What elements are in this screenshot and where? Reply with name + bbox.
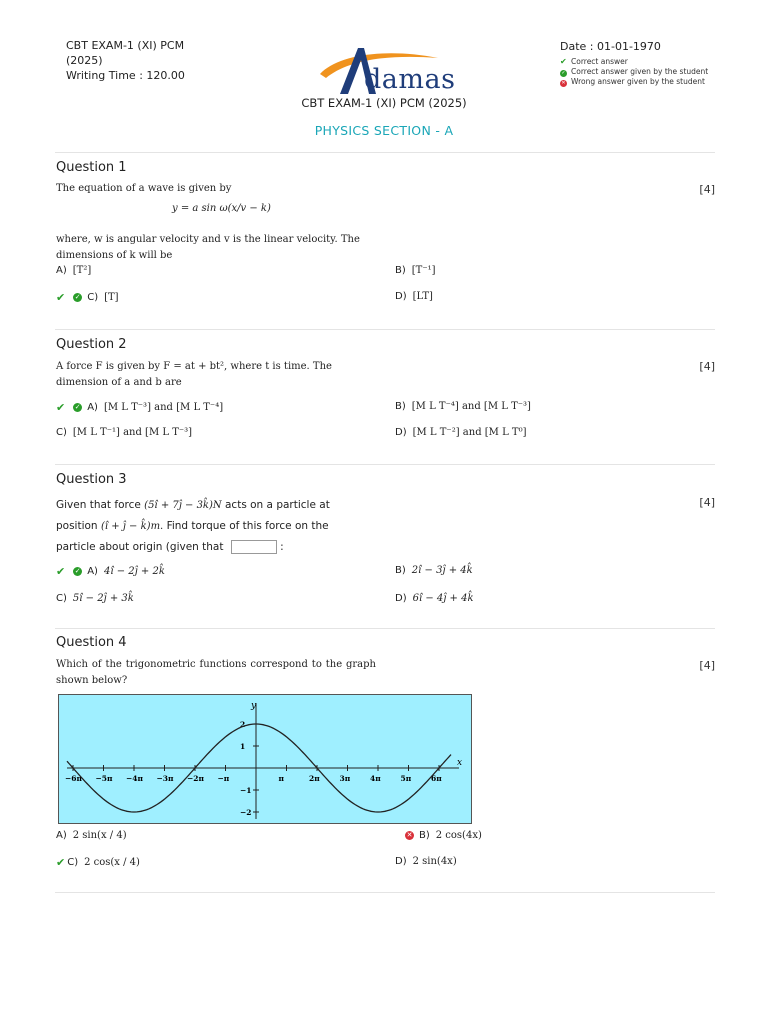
y-tick-label: 2: [240, 720, 246, 729]
x-circle-icon: ✕: [406, 831, 413, 839]
x-tick-label: 6π: [431, 774, 442, 783]
y-tick-label: 1: [240, 742, 246, 751]
question-4-text: Which of the trigonometric functions correspond to the graph shown below?: [56, 659, 376, 686]
question-1-text-2: where, w is angular velocity and v is the linear velocity. The dimensions of k will be: [56, 234, 360, 261]
adamas-logo: [318, 44, 458, 100]
x-tick-label: 4π: [370, 774, 381, 783]
y-tick-label: −2: [240, 808, 252, 817]
q2-option-b[interactable]: B) [M L T⁻⁴] and [M L T⁻³]: [395, 401, 531, 412]
x-tick-label: −2π: [187, 774, 204, 783]
legend-wrong-student: ✕ Wrong answer given by the student: [561, 77, 705, 86]
question-2-marks: [4]: [699, 360, 715, 373]
question-3-text: Given that force (5î + 7ĵ − 3k̂)N acts on a particle at position (î + ĵ − k̂)m. Find torque of this force on the particle about origin (given that :: [56, 499, 330, 553]
check-circle-icon: ✓: [74, 293, 81, 301]
y-axis-label: y: [251, 701, 257, 711]
check-icon: ✔: [56, 856, 66, 869]
check-circle-icon: ✓: [74, 403, 81, 411]
check-circle-icon: ✓: [74, 567, 81, 575]
question-1-text: The equation of a wave is given by: [56, 183, 232, 194]
check-icon: ✔: [56, 565, 66, 578]
exam-name-line2: (2025): [66, 54, 103, 67]
x-tick-label: −3π: [156, 774, 174, 783]
question-1-marks: [4]: [699, 183, 715, 196]
divider: [55, 329, 715, 330]
x-tick-label: −4π: [126, 774, 143, 783]
question-2-title: Question 2: [56, 337, 127, 352]
x-axis-label: x: [457, 758, 463, 768]
q1-option-a[interactable]: A) [T²]: [56, 265, 92, 276]
q3-option-d[interactable]: D) 6î − 4ĵ + 4k̂: [395, 593, 474, 604]
divider: [55, 152, 715, 153]
cosine-graph: [58, 694, 472, 824]
writing-time: Writing Time : 120.00: [66, 69, 185, 82]
y-tick-label: −1: [240, 786, 252, 795]
logo-text: damas: [364, 64, 456, 95]
x-tick-label: −π: [217, 774, 230, 783]
q2-option-c[interactable]: C) [M L T⁻¹] and [M L T⁻³]: [56, 427, 193, 438]
q3-option-b[interactable]: B) 2î − 3ĵ + 4k̂: [395, 565, 473, 576]
question-4-marks: [4]: [699, 659, 715, 672]
position-vector: (î + ĵ − k̂)m.: [100, 521, 164, 532]
graph-svg: [59, 695, 471, 823]
legend-correct: ✔ Correct answer: [560, 57, 628, 66]
x-tick-label: 2π: [309, 774, 320, 783]
q1-option-d[interactable]: D) [LT]: [395, 291, 433, 302]
x-tick-label: 5π: [400, 774, 412, 783]
legend-panel: [560, 40, 708, 87]
question-1-equation: y = a sin ω(x/v − k): [172, 203, 271, 214]
q4-option-b[interactable]: ✕ B) 2 cos(4x): [406, 830, 482, 841]
question-3-title: Question 3: [56, 472, 127, 487]
q2-option-d[interactable]: D) [M L T⁻²] and [M L T⁰]: [395, 427, 527, 438]
question-2-text: A force F is given by F = at + bt², where t is time. The dimension of a and b are: [56, 361, 332, 388]
q1-option-c[interactable]: ✔ ✓ C) [T]: [56, 291, 119, 304]
x-tick-label: −5π: [95, 774, 113, 783]
x-circle-icon: ✕: [561, 80, 566, 86]
question-3-marks: [4]: [699, 496, 715, 509]
x-tick-label: 3π: [339, 774, 351, 783]
divider: [55, 892, 715, 893]
broken-image-icon: [231, 540, 277, 554]
q3-option-a[interactable]: ✔ ✓ A) 4î − 2ĵ + 2k̂: [56, 565, 165, 578]
legend-correct-student: ✓ Correct answer given by the student: [561, 67, 709, 76]
divider: [55, 628, 715, 629]
exam-info: [66, 38, 236, 83]
force-vector: (5î + 7ĵ − 3k̂)N: [144, 500, 222, 511]
question-4-title: Question 4: [56, 635, 127, 650]
x-tick-label: −6π: [65, 774, 82, 783]
exam-date: Date : 01-01-1970: [560, 40, 661, 53]
section-title: PHYSICS SECTION - A: [314, 123, 454, 138]
divider: [55, 464, 715, 465]
q1-option-b[interactable]: B) [T⁻¹]: [395, 265, 436, 276]
q4-option-d[interactable]: D) 2 sin(4x): [395, 856, 457, 867]
check-icon: ✔: [56, 401, 66, 414]
x-tick-label: π: [278, 774, 284, 783]
check-icon: ✔: [56, 291, 66, 304]
check-circle-icon: ✓: [561, 70, 566, 76]
q2-option-a[interactable]: ✔ ✓ A) [M L T⁻³] and [M L T⁻⁴]: [56, 401, 224, 414]
q4-option-c[interactable]: ✔ C) 2 cos(x / 4): [56, 856, 140, 869]
q4-option-a[interactable]: A) 2 sin(x / 4): [56, 830, 127, 841]
check-icon: ✔: [560, 57, 567, 66]
q3-option-c[interactable]: C) 5î − 2ĵ + 3k̂: [56, 593, 134, 604]
question-1-title: Question 1: [56, 160, 127, 175]
exam-subtitle: CBT EXAM-1 (XI) PCM (2025): [301, 96, 467, 110]
exam-name-line1: CBT EXAM-1 (XI) PCM: [66, 39, 185, 52]
